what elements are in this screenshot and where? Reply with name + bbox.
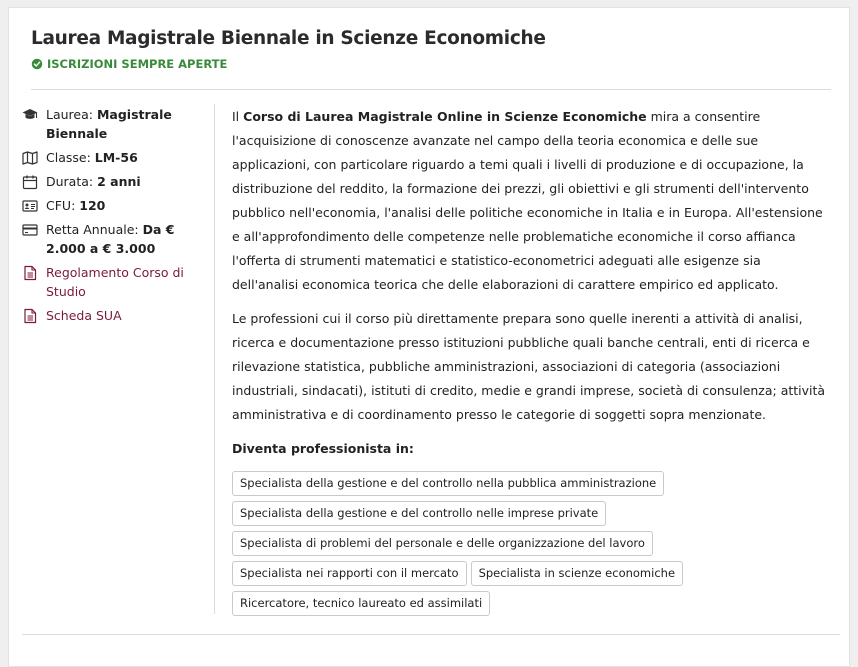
regolamento-link-label: Regolamento Corso di Studio [46,265,184,299]
credit-card-icon [22,222,38,238]
document-icon [22,265,38,281]
column-divider [214,104,215,614]
retta-value: Da € 2.000 a € 3.000 [46,222,175,256]
laurea-value: Magistrale Biennale [46,107,172,141]
cfu-label: CFU: [46,198,76,213]
professions-title: Diventa professionista in: [232,441,414,456]
retta-label: Retta Annuale: [46,222,139,237]
info-retta [22,220,197,258]
profession-tag[interactable]: Specialista della gestione e del controllo nelle imprese private [232,501,606,526]
durata-value: 2 anni [97,174,141,189]
check-circle-icon [31,58,43,70]
profession-tag[interactable]: Specialista in scienze economiche [471,561,683,586]
enrollment-status [31,57,227,71]
profession-tag[interactable]: Specialista nei rapporti con il mercato [232,561,467,586]
laurea-label: Laurea: [46,107,93,122]
divider-top [31,89,831,90]
scheda-sua-link[interactable] [22,306,197,325]
info-classe [22,148,197,167]
classe-value: LM-56 [94,150,138,165]
status-label: ISCRIZIONI SEMPRE APERTE [47,57,228,71]
document-icon [22,308,38,324]
course-description [232,105,828,616]
cfu-value: 120 [79,198,106,213]
info-durata [22,172,197,191]
graduation-cap-icon [22,107,38,123]
classe-label: Classe: [46,150,91,165]
durata-label: Durata: [46,174,94,189]
page-title: Laurea Magistrale Biennale in Scienze Economiche [31,28,546,49]
course-info-sidebar [22,105,197,330]
id-card-icon [22,198,38,214]
course-name: Corso di Laurea Magistrale Online in Scienze Economiche [243,109,647,124]
calendar-icon [22,174,38,190]
info-cfu [22,196,197,215]
divider-bottom [22,634,840,635]
scheda-sua-link-label: Scheda SUA [46,308,122,323]
info-laurea [22,105,197,143]
profession-tag[interactable]: Specialista della gestione e del controllo nella pubblica amministrazione [232,471,664,496]
description-paragraph-2: Le professioni cui il corso più direttamente prepara sono quelle inerenti a attività di analisi, ricerca e documentazione presso istituzioni pubbliche quali banche centrali, enti di ricerca e rilevazione statistica, pubbliche amministrazioni, associazioni di categoria (associazioni industriali, sindacati), istituti di credito, medie e grandi imprese, società di consulenza; attività amministrativa e di coordinamento presso le categorie di soggetti sopra menzionate. [232,311,826,422]
description-paragraph-1: Il Corso di Laurea Magistrale Online in Scienze Economiche mira a consentire l'acquisizione di conoscenze avanzate nel campo della teoria economica e delle sue applicazioni, con particolare riguardo a temi quali i livelli di produzione e di occupazione, la distribuzione del reddito, la formazione dei prezzi, gli obiettivi e gli strumenti dell'intervento pubblico nell'economia, l'analisi delle politiche economiche in Italia e in Europa. All'estensione e all'approfondimento delle competenze nelle problematiche economiche il corso affianca l'offerta di strumenti matematici e statistico-econometrici adeguati alle esigenze sia dell'analisi economica teorica che delle elaborazioni di carattere empirico ed applicato. [232,109,823,292]
professions-list [232,471,828,616]
profession-tag[interactable]: Ricercatore, tecnico laureato ed assimilati [232,591,490,616]
map-icon [22,150,38,166]
regolamento-link[interactable] [22,263,197,301]
profession-tag[interactable]: Specialista di problemi del personale e delle organizzazione del lavoro [232,531,653,556]
